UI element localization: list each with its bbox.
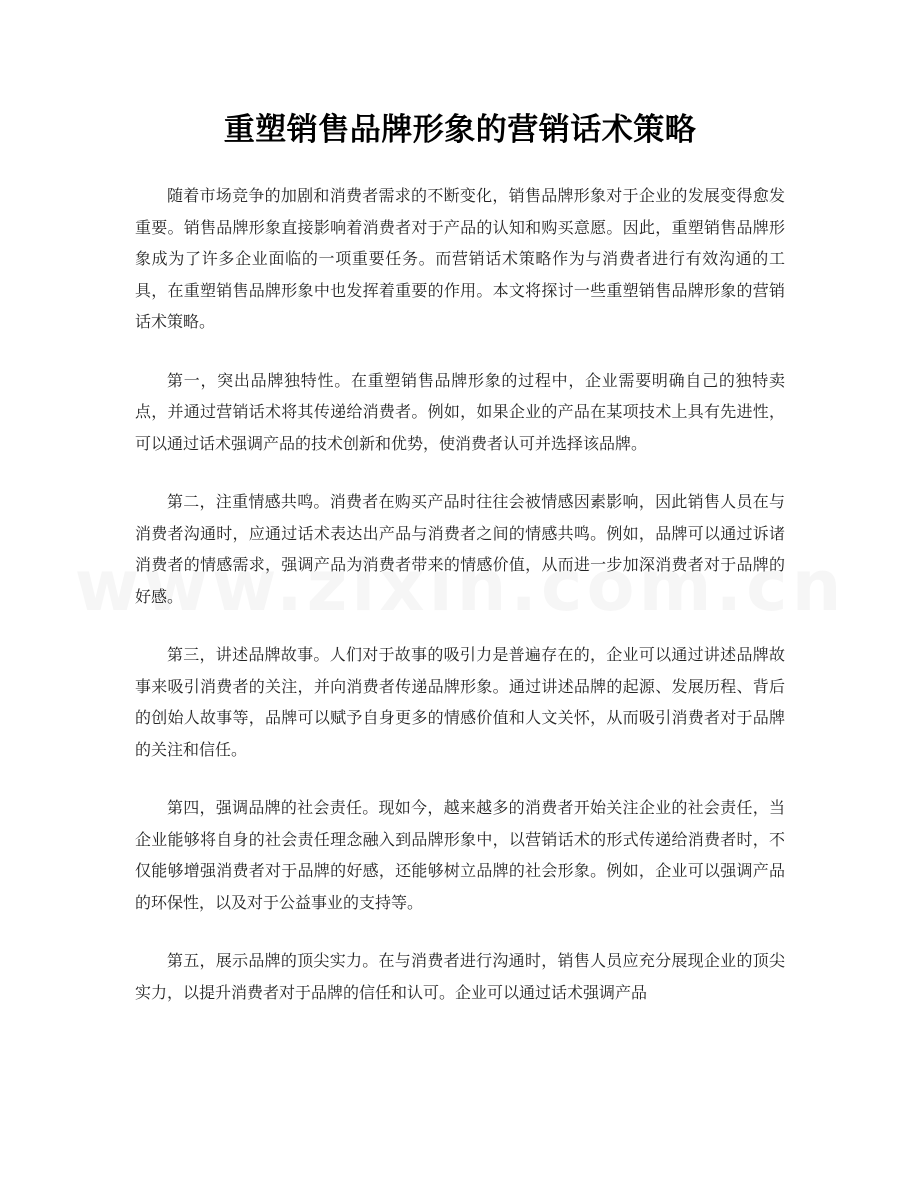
paragraph-2: 第一，突出品牌独特性。在重塑销售品牌形象的过程中，企业需要明确自己的独特卖点，并通过营销话术将其传递给消费者。例如，如果企业的产品在某项技术上具有先进性，可以通过话术强调产品的技术创新和优势，使消费者认可并选择该品牌。 [135, 370, 785, 453]
page-title: 重塑销售品牌形象的营销话术策略 [223, 112, 697, 148]
document-body [135, 180, 785, 1035]
paragraph-4: 第三，讲述品牌故事。人们对于故事的吸引力是普遍存在的，企业可以通过讲述品牌故事来吸引消费者的关注，并向消费者传递品牌形象。通过讲述品牌的起源、发展历程、背后的创始人故事等，品牌可以赋予自身更多的情感价值和人文关怀，从而吸引消费者对于品牌的关注和信任。 [135, 645, 785, 759]
paragraph-5: 第四，强调品牌的社会责任。现如今，越来越多的消费者开始关注企业的社会责任，当企业能够将自身的社会责任理念融入到品牌形象中，以营销话术的形式传递给消费者时，不仅能够增强消费者对于品牌的好感，还能够树立品牌的社会形象。例如，企业可以强调产品的环保性，以及对于公益事业的支持等。 [135, 798, 785, 912]
paragraph-1: 随着市场竞争的加剧和消费者需求的不断变化，销售品牌形象对于企业的发展变得愈发重要。销售品牌形象直接影响着消费者对于产品的认知和购买意愿。因此，重塑销售品牌形象成为了许多企业面临的一项重要任务。而营销话术策略作为与消费者进行有效沟通的工具，在重塑销售品牌形象中也发挥着重要的作用。本文将探讨一些重塑销售品牌形象的营销话术策略。 [135, 186, 785, 331]
paragraph-3: 第二，注重情感共鸣。消费者在购买产品时往往会被情感因素影响，因此销售人员在与消费者沟通时，应通过话术表达出产品与消费者之间的情感共鸣。例如，品牌可以通过诉诸消费者的情感需求，强调产品为消费者带来的情感价值，从而进一步加深消费者对于品牌的好感。 [135, 492, 785, 606]
paragraph-6: 第五，展示品牌的顶尖实力。在与消费者进行沟通时，销售人员应充分展现企业的顶尖实力，以提升消费者对于品牌的信任和认可。企业可以通过话术强调产品 [135, 951, 785, 1002]
